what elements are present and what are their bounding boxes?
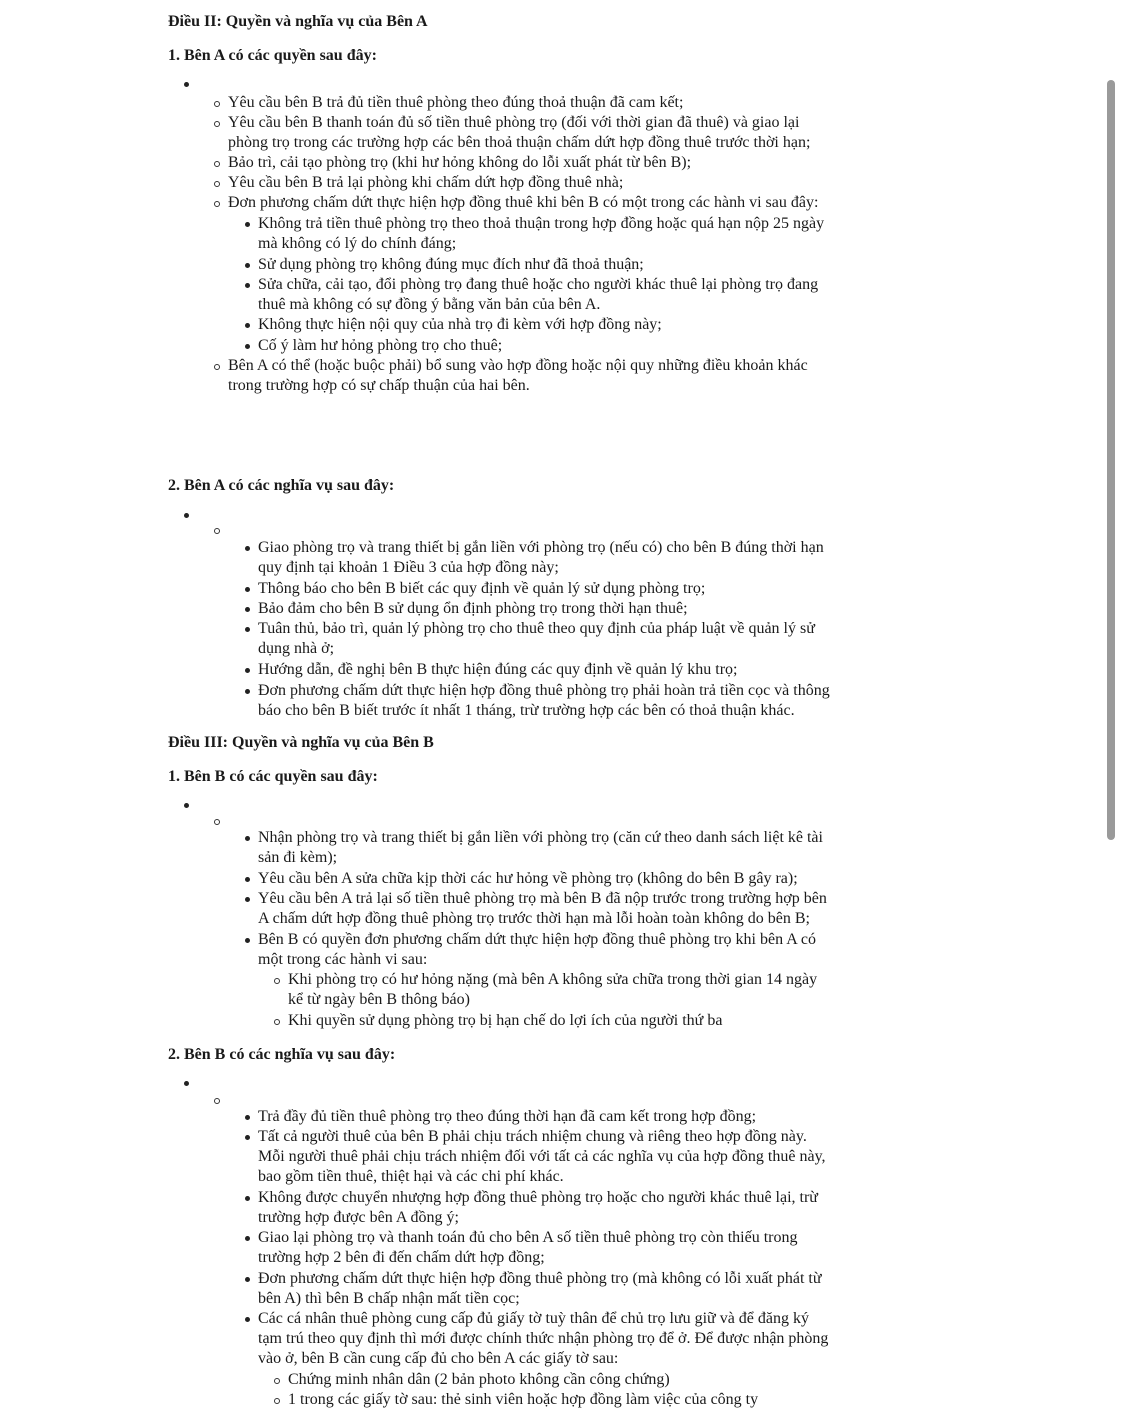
list-item-text: A chấm dứt hợp đồng thuê phòng trọ trước thời hạn mà lỗi hoàn toàn không do bên B;: [258, 910, 810, 927]
list-item-bullet: [212, 93, 224, 113]
list-item-text: tạm trú theo quy định thì mới được chính thức nhận phòng trọ để ở. Để được nhận phòng: [258, 1330, 829, 1347]
list-item-bullet: [242, 1269, 254, 1289]
list-item-text: Khi phòng trọ có hư hỏng nặng (mà bên A không sửa chữa trong thời gian 14 ngày: [288, 971, 818, 988]
list-item-text: vào ở, bên B cần cung cấp đủ cho bên A các giấy tờ sau:: [258, 1350, 619, 1367]
list-item-text: Nhận phòng trọ và trang thiết bị gắn liền với phòng trọ (căn cứ theo danh sách liệt kê tài: [258, 829, 823, 846]
list-item-bullet: [242, 214, 254, 234]
list-item-text: Yêu cầu bên B thanh toán đủ số tiền thuê phòng trọ (đối với thời gian đã thuê) và giao lại: [228, 114, 800, 131]
list-item-text: bao gồm tiền thuê, thiệt hại và các chi phí khác.: [258, 1168, 564, 1185]
list-item-text: Yêu cầu bên A sửa chữa kịp thời các hư hỏng về phòng trọ (không do bên B gây ra);: [258, 870, 798, 887]
list-item-text: 1 trong các giấy tờ sau: thẻ sinh viên hoặc hợp đồng làm việc của công ty: [288, 1391, 759, 1408]
list-item-bullet: [242, 1127, 254, 1147]
list-item-bullet: [212, 173, 224, 193]
list-item-text: Tuân thủ, bảo trì, quản lý phòng trọ cho thuê theo quy định của pháp luật về quản lý sử: [258, 620, 815, 637]
list-item-text: Đơn phương chấm dứt thực hiện hợp đồng thuê khi bên B có một trong các hành vi sau đây:: [228, 194, 819, 211]
list-item-text: Giao phòng trọ và trang thiết bị gắn liền với phòng trọ (nếu có) cho bên B đúng thời hạn: [258, 539, 824, 556]
list-item-bullet: [272, 1370, 284, 1390]
list-item-text: Không trả tiền thuê phòng trọ theo thoả thuận trong hợp đồng hoặc quá hạn nộp 25 ngày: [258, 215, 825, 232]
list-item-text: Tất cả người thuê của bên B phải chịu trách nhiệm chung và riêng theo hợp đồng này.: [258, 1128, 807, 1145]
list-item-bullet: [242, 1309, 254, 1329]
list-item-text: Không thực hiện nội quy của nhà trọ đi kèm với hợp đồng này;: [258, 316, 662, 333]
list-item-bullet: [242, 889, 254, 909]
list-item-text: Cố ý làm hư hỏng phòng trọ cho thuê;: [258, 337, 503, 354]
list-item-text: sản đi kèm);: [258, 849, 338, 866]
list-item-text: Khi quyền sử dụng phòng trọ bị hạn chế do lợi ích của người thứ ba: [288, 1012, 723, 1029]
empty-bullet: [181, 74, 193, 94]
list-item-bullet: [242, 579, 254, 599]
list-item-bullet: [242, 869, 254, 889]
list-item-bullet: [242, 538, 254, 558]
list-item-bullet: [242, 599, 254, 619]
list-item-bullet: [242, 1107, 254, 1127]
article-3-duties-heading: 2. Bên B có các nghĩa vụ sau đây:: [168, 1046, 396, 1063]
vertical-scrollbar[interactable]: [1106, 80, 1116, 840]
list-item-text: trong trường hợp có sự chấp thuận của hai bên.: [228, 377, 530, 394]
list-item-bullet: [242, 681, 254, 701]
list-item-text: một trong các hành vi sau:: [258, 951, 428, 968]
list-item-text: Bên A có thể (hoặc buộc phải) bổ sung vào hợp đồng hoặc nội quy những điều khoản khác: [228, 357, 808, 374]
list-item-text: Yêu cầu bên A trả lại số tiền thuê phòng trọ mà bên B đã nộp trước trong trường hợp bên: [258, 890, 827, 907]
list-item-bullet: [242, 315, 254, 335]
article-3-rights-heading: 1. Bên B có các quyền sau đây:: [168, 768, 378, 785]
list-item-text: Các cá nhân thuê phòng cung cấp đủ giấy tờ tuỳ thân để chủ trọ lưu giữ và để đăng ký: [258, 1310, 809, 1327]
list-item-bullet: [242, 660, 254, 680]
list-item-text: Sửa chữa, cải tạo, đổi phòng trọ đang thuê hoặc cho người khác thuê lại phòng trọ đang: [258, 276, 819, 293]
list-item-bullet: [272, 970, 284, 990]
list-item-text: Mỗi người thuê phải chịu trách nhiệm đối với tất cả các nghĩa vụ của hợp đồng thuê này,: [258, 1148, 826, 1165]
list-item-text: Yêu cầu bên B trả lại phòng khi chấm dứt hợp đồng thuê nhà;: [228, 174, 624, 191]
list-item-bullet: [242, 336, 254, 356]
list-item-text: Yêu cầu bên B trả đủ tiền thuê phòng theo đúng thoả thuận đã cam kết;: [228, 94, 684, 111]
empty-bullet: [212, 520, 224, 540]
list-item-bullet: [272, 1011, 284, 1031]
list-item-bullet: [212, 193, 224, 213]
list-item-text: dụng nhà ở;: [258, 640, 335, 657]
list-item-bullet: [242, 275, 254, 295]
list-item-bullet: [242, 619, 254, 639]
article-2-duties-heading: 2. Bên A có các nghĩa vụ sau đây:: [168, 477, 395, 494]
list-item-text: mà không có lý do chính đáng;: [258, 235, 457, 252]
list-item-text: thuê mà không có sự đồng ý bằng văn bản của bên A.: [258, 296, 601, 313]
list-item-bullet: [212, 153, 224, 173]
list-item-text: Thông báo cho bên B biết các quy định về quản lý sử dụng phòng trọ;: [258, 580, 706, 597]
list-item-bullet: [212, 356, 224, 376]
empty-bullet: [212, 811, 224, 831]
list-item-bullet: [212, 113, 224, 133]
empty-bullet: [181, 795, 193, 815]
article-3-title: Điều III: Quyền và nghĩa vụ của Bên B: [168, 734, 434, 751]
list-item-text: quy định tại khoản 1 Điều 3 của hợp đồng này;: [258, 559, 559, 576]
list-item-text: trường hợp 2 bên đi đến chấm dứt hợp đồng;: [258, 1249, 545, 1266]
empty-bullet: [181, 1073, 193, 1093]
list-item-text: Không được chuyển nhượng hợp đồng thuê phòng trọ hoặc cho người khác thuê lại, trừ: [258, 1189, 818, 1206]
list-item-text: bên A) thì bên B chấp nhận mất tiền cọc;: [258, 1290, 520, 1307]
list-item-bullet: [242, 930, 254, 950]
empty-bullet: [212, 1090, 224, 1110]
list-item-text: Sử dụng phòng trọ không đúng mục đích như đã thoả thuận;: [258, 256, 644, 273]
list-item-bullet: [242, 828, 254, 848]
list-item-text: phòng trọ trong các trường hợp các bên thoả thuận chấm dứt hợp đồng thuê trước thời hạn;: [228, 134, 811, 151]
article-2-rights-heading: 1. Bên A có các quyền sau đây:: [168, 47, 377, 64]
list-item-text: Bảo đảm cho bên B sử dụng ổn định phòng trọ trong thời hạn thuê;: [258, 600, 688, 617]
list-item-text: Bảo trì, cải tạo phòng trọ (khi hư hỏng không do lỗi xuất phát từ bên B);: [228, 154, 692, 171]
list-item-text: Hướng dẫn, đề nghị bên B thực hiện đúng các quy định về quản lý khu trọ;: [258, 661, 738, 678]
list-item-text: Trả đầy đủ tiền thuê phòng trọ theo đúng thời hạn đã cam kết trong hợp đồng;: [258, 1108, 757, 1125]
article-2-title: Điều II: Quyền và nghĩa vụ của Bên A: [168, 13, 428, 30]
list-item-text: trường hợp được bên A đồng ý;: [258, 1209, 459, 1226]
list-item-text: Đơn phương chấm dứt thực hiện hợp đồng thuê phòng trọ (mà không có lỗi xuất phát từ: [258, 1270, 822, 1287]
list-item-text: Đơn phương chấm dứt thực hiện hợp đồng thuê phòng trọ phải hoàn trả tiền cọc và thông: [258, 682, 830, 699]
list-item-bullet: [242, 1228, 254, 1248]
list-item-text: Bên B có quyền đơn phương chấm dứt thực hiện hợp đồng thuê phòng trọ khi bên A có: [258, 931, 816, 948]
list-item-text: báo cho bên B biết trước ít nhất 1 tháng, trừ trường hợp các bên có thoả thuận khác.: [258, 702, 795, 719]
list-item-bullet: [272, 1390, 284, 1410]
list-item-bullet: [242, 255, 254, 275]
empty-bullet: [181, 505, 193, 525]
list-item-text: Chứng minh nhân dân (2 bản photo không cần công chứng): [288, 1371, 670, 1388]
list-item-text: Giao lại phòng trọ và thanh toán đủ cho bên A số tiền thuê phòng trọ còn thiếu trong: [258, 1229, 798, 1246]
scrollbar-thumb[interactable]: [1107, 80, 1115, 840]
list-item-bullet: [242, 1188, 254, 1208]
list-item-text: kể từ ngày bên B thông báo): [288, 991, 470, 1008]
